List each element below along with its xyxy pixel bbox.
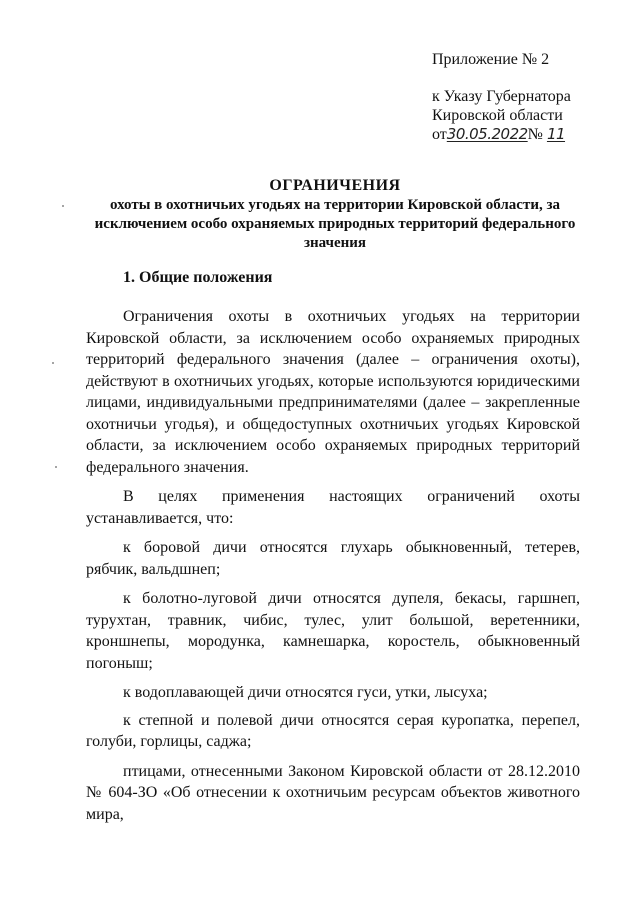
appendix-line2: Кировской области <box>432 107 563 124</box>
document-title-block <box>70 176 600 253</box>
date-prefix: от <box>432 126 447 143</box>
handwritten-number: 11 <box>546 125 566 143</box>
appendix-title: Приложение № 2 <box>432 51 550 68</box>
paragraph: к водоплавающей дичи относятся гуси, утки, лысуха; <box>123 684 488 701</box>
scan-speck <box>62 205 64 207</box>
paragraph: к болотно-луговой дичи относятся дупеля, бекасы, гаршнеп, турухтан, травник, чибис, тулес, улит большой, веретенники, кроншнепы, мородунка, камнешарка, коростель, обыкновенный погоныш; <box>86 590 580 672</box>
scan-speck <box>55 466 57 468</box>
document-title: ОГРАНИЧЕНИЯ <box>269 177 401 194</box>
appendix-date-line <box>432 125 571 144</box>
document-subtitle-line1: охоты в охотничьих угодьях на территории Кировской области, за <box>109 197 561 213</box>
section-heading: 1. Общие положения <box>123 269 273 286</box>
handwritten-date: 30.05.2022 <box>446 125 528 143</box>
paragraph: птицами, отнесенными Законом Кировской области от 28.12.2010 № 604-ЗО «Об отнесении к охотничьим ресурсам объектов животного мира, <box>86 762 580 823</box>
paragraph: к боровой дичи относятся глухарь обыкновенный, тетерев, рябчик, вальдшнеп; <box>86 539 580 578</box>
body-text <box>86 306 580 833</box>
paragraph: Ограничения охоты в охотничьих угодьях на территории Кировской области, за исключением особо охраняемых природных территорий федерального значения (далее – ограничения охоты), действуют в охотничьих угодьях, которые используются юридическими лицами, индивидуальными предпринимателями (далее – закрепленные охотничьи угодья), и общедоступных охотничьих угодьях Кировской области, за исключением особо охраняемых природных территорий федерального значения. <box>86 308 580 476</box>
paragraph: к степной и полевой дичи относятся серая куропатка, перепел, голуби, горлицы, саджа; <box>86 711 580 750</box>
appendix-line1: к Указу Губернатора <box>432 88 571 105</box>
scan-speck <box>52 362 54 364</box>
number-prefix: № <box>527 126 543 143</box>
document-subtitle-line2: исключением особо охраняемых природных территорий федерального <box>94 216 576 232</box>
appendix-block <box>432 50 571 144</box>
paragraph: В целях применения настоящих ограничений охоты устанавливается, что: <box>86 488 580 527</box>
document-subtitle-line3: значения <box>303 235 367 251</box>
